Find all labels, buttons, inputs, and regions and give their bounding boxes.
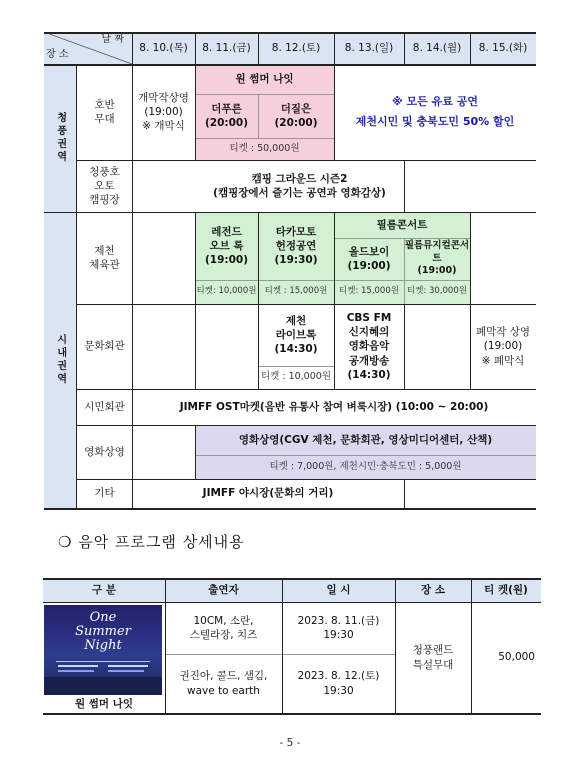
date-header: 8. 11.(금): [202, 41, 251, 54]
date-header: 8. 13.(일): [344, 41, 394, 54]
venue-film: 영화상영: [84, 445, 125, 458]
one-summer-night-poster: [44, 605, 162, 695]
promo-line-2: 제천시민 및 충북도민 50% 할인: [355, 115, 515, 128]
oldboy-concert: 올드보이 (19:00): [347, 245, 391, 272]
poster-title: One Summer Night: [75, 610, 131, 653]
film-ticket: 티켓 : 7,000원, 제천시민·충북도민 : 5,000원: [269, 460, 462, 472]
jecheon-live-talk: 제천 라이브톡 (14:30): [274, 314, 318, 356]
corner-date-label: 날 짜: [101, 34, 124, 46]
performers-row-1: 10CM, 소란, 스텔라장, 치즈: [189, 614, 258, 641]
film-screening: 영화상영(CGV 제천, 문화회관, 영상미디어센터, 산책): [238, 433, 493, 446]
date-header: 8. 15.(화): [478, 41, 528, 54]
detail-header: 티 켓(원): [484, 583, 528, 596]
corner-diagonal: [44, 32, 132, 64]
discount-promo: [334, 64, 536, 160]
date-header: 8. 14.(월): [412, 41, 462, 54]
price-cell: 50,000: [498, 651, 535, 664]
corner-venue-label: 장 소: [46, 49, 69, 61]
promo-line-1: ※ 모든 유료 공연: [392, 95, 478, 109]
region-city: 시내권역: [54, 334, 66, 386]
live-talk-ticket: 티켓 : 10,000원: [260, 371, 331, 383]
cbs-fm-broadcast: CBS FM 신지혜의 영화음악 공개방송 (14:30): [346, 312, 392, 381]
date-header: 8. 10.(목): [139, 41, 188, 54]
program-name: 원 썸머 나잇: [74, 697, 134, 710]
venue-cell: 청풍랜드 특설무대: [412, 644, 454, 671]
night-market: JIMFF 야시장(문화의 거리): [202, 487, 334, 500]
section-title: ❍ 음악 프로그램 상세내용: [58, 533, 245, 551]
gym-ticket: 티켓: 10,000원: [196, 286, 257, 297]
film-musical-concert: 필름뮤지컬콘서트 (19:00): [404, 239, 470, 277]
gym-ticket: 티켓 : 15,000원: [264, 286, 328, 297]
film-concert-title: 필름콘서트: [376, 218, 428, 231]
datetime-row-1: 2023. 8. 11.(금) 19:30: [297, 614, 380, 641]
hoban-ticket: 티켓 : 50,000원: [229, 142, 300, 154]
page-number: - 5 -: [279, 736, 301, 749]
detail-header: 일 시: [326, 583, 351, 596]
venue-hoban: 호반 무대: [94, 98, 115, 125]
legend-of-rock: 레전드 오브 록 (19:00): [204, 225, 249, 267]
show-thejireun: 더질은 (20:00): [274, 102, 318, 129]
venue-camping: 청풍호 오토 캠핑장: [89, 165, 120, 207]
one-summer-night-title: 원 썸머 나잇: [235, 72, 294, 85]
gym-ticket: 티켓: 30,000원: [407, 286, 467, 297]
datetime-row-2: 2023. 8. 12.(토) 19:30: [297, 670, 380, 697]
detail-header: 구 분: [92, 583, 116, 596]
date-header: 8. 12.(토): [271, 41, 321, 54]
opening-film: 개막작상영 (19:00) ※ 개막식: [138, 91, 189, 133]
gym-ticket: 티켓: 15,000원: [339, 286, 399, 297]
venue-gym: 제천 체육관: [89, 244, 120, 271]
takamoto-tribute: 타카모토 헌정공연 (19:30): [274, 225, 318, 267]
ost-market: JIMFF OST마켓(음반 유통사 참여 벼룩시장) (10:00 ~ 20:00): [179, 400, 489, 413]
detail-header: 출연자: [208, 583, 239, 596]
venue-culture: 문화회관: [84, 340, 125, 353]
detail-header: 장 소: [421, 583, 445, 596]
venue-etc: 기타: [94, 487, 115, 500]
closing-film: 폐막작 상영 (19:00) ※ 폐막식: [475, 326, 531, 367]
venue-citizen: 시민회관: [84, 400, 125, 413]
camping-ground-event: 캠핑 그라운드 시즌2 (캠핑장에서 즐기는 공연과 영화감상): [213, 172, 386, 199]
show-thepureun: 더푸른 (20:00): [204, 102, 249, 129]
region-cheongpung: 청풍권역: [54, 112, 66, 164]
performers-row-2: 권진아, 콜드, 샘김, wave to earth: [179, 670, 268, 697]
